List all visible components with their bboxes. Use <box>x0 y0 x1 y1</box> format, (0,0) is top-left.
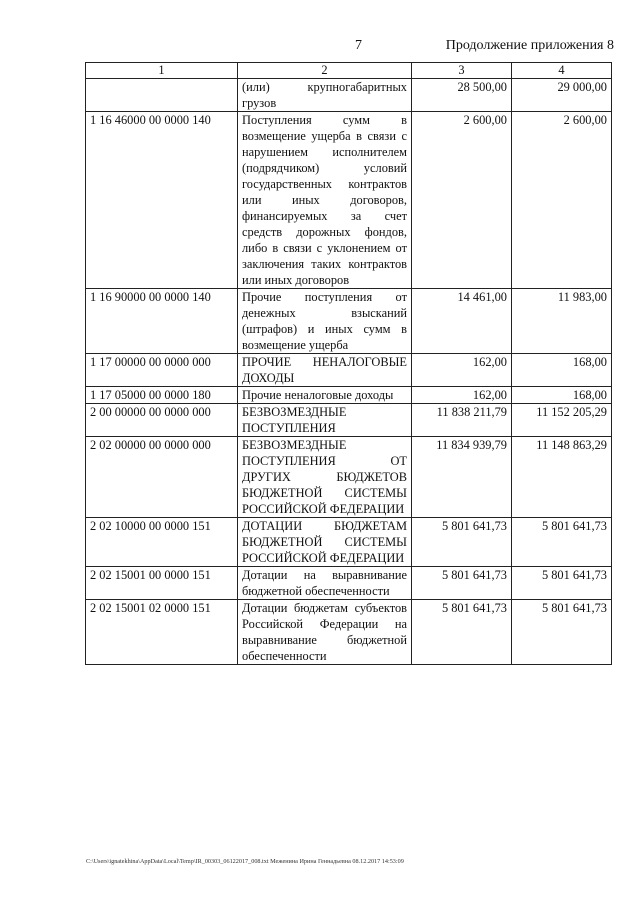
row-value-col4: 168,00 <box>512 387 612 404</box>
row-value-col3: 5 801 641,73 <box>412 518 512 567</box>
column-header-1: 1 <box>86 63 238 79</box>
row-value-col3: 5 801 641,73 <box>412 600 512 665</box>
row-code: 2 02 10000 00 0000 151 <box>86 518 238 567</box>
footer-file-path: C:\Users\ignatekhina\AppData\Local\Temp\IR_00303_06122017_008.txt Меженина Ирина Геннадьевна 08.12.2017 14:53:09 <box>86 858 404 865</box>
row-name: Прочие неналоговые доходы <box>238 387 412 404</box>
row-code: 1 17 00000 00 0000 000 <box>86 354 238 387</box>
row-name: БЕЗВОЗМЕЗДНЫЕ ПОСТУПЛЕНИЯ ОТ ДРУГИХ БЮДЖЕТОВ БЮДЖЕТНОЙ СИСТЕМЫ РОССИЙСКОЙ ФЕДЕРАЦИИ <box>238 437 412 518</box>
table-header <box>86 63 612 79</box>
table-row <box>86 289 612 354</box>
row-value-col3: 162,00 <box>412 387 512 404</box>
row-name: ПРОЧИЕ НЕНАЛОГОВЫЕ ДОХОДЫ <box>238 354 412 387</box>
row-value-col4: 5 801 641,73 <box>512 600 612 665</box>
row-code: 2 02 00000 00 0000 000 <box>86 437 238 518</box>
column-header-4: 4 <box>512 63 612 79</box>
table-body <box>86 79 612 665</box>
row-name: (или) крупногабаритных грузов <box>238 79 412 112</box>
row-value-col3: 11 838 211,79 <box>412 404 512 437</box>
row-value-col3: 2 600,00 <box>412 112 512 289</box>
continuation-label: Продолжение приложения 8 <box>445 38 614 53</box>
table-row <box>86 567 612 600</box>
row-code: 1 16 90000 00 0000 140 <box>86 289 238 354</box>
row-value-col4: 11 152 205,29 <box>512 404 612 437</box>
row-name: БЕЗВОЗМЕЗДНЫЕ ПОСТУПЛЕНИЯ <box>238 404 412 437</box>
table-row <box>86 387 612 404</box>
table-row <box>86 112 612 289</box>
column-header-2: 2 <box>238 63 412 79</box>
row-name: ДОТАЦИИ БЮДЖЕТАМ БЮДЖЕТНОЙ СИСТЕМЫ РОССИЙСКОЙ ФЕДЕРАЦИИ <box>238 518 412 567</box>
budget-table <box>85 62 612 665</box>
row-value-col3: 5 801 641,73 <box>412 567 512 600</box>
table-row <box>86 79 612 112</box>
row-name: Прочие поступления от денежных взысканий (штрафов) и иных сумм в возмещение ущерба <box>238 289 412 354</box>
table-row <box>86 518 612 567</box>
table-row <box>86 404 612 437</box>
row-value-col4: 11 148 863,29 <box>512 437 612 518</box>
row-value-col3: 11 834 939,79 <box>412 437 512 518</box>
row-name: Дотации бюджетам субъектов Российской Федерации на выравнивание бюджетной обеспеченности <box>238 600 412 665</box>
row-name: Поступления сумм в возмещение ущерба в связи с нарушением исполнителем (подрядчиком) условий государственных контрактов или иных договоров, финансируемых за счет средств дорожных фондов, либо в связи с уклонением от заключения таких контрактов или иных договоров <box>238 112 412 289</box>
row-code: 2 02 15001 02 0000 151 <box>86 600 238 665</box>
row-value-col4: 29 000,00 <box>512 79 612 112</box>
row-value-col4: 2 600,00 <box>512 112 612 289</box>
row-value-col3: 14 461,00 <box>412 289 512 354</box>
table-row <box>86 354 612 387</box>
row-name: Дотации на выравнивание бюджетной обеспеченности <box>238 567 412 600</box>
row-value-col3: 28 500,00 <box>412 79 512 112</box>
row-code: 1 16 46000 00 0000 140 <box>86 112 238 289</box>
table-row <box>86 600 612 665</box>
column-header-3: 3 <box>412 63 512 79</box>
header-row <box>86 63 612 79</box>
row-value-col3: 162,00 <box>412 354 512 387</box>
table-row <box>86 437 612 518</box>
row-value-col4: 5 801 641,73 <box>512 518 612 567</box>
row-value-col4: 168,00 <box>512 354 612 387</box>
row-code: 1 17 05000 00 0000 180 <box>86 387 238 404</box>
row-value-col4: 11 983,00 <box>512 289 612 354</box>
row-code: 2 02 15001 00 0000 151 <box>86 567 238 600</box>
row-code <box>86 79 238 112</box>
row-code: 2 00 00000 00 0000 000 <box>86 404 238 437</box>
row-value-col4: 5 801 641,73 <box>512 567 612 600</box>
page-number: 7 <box>355 38 362 53</box>
